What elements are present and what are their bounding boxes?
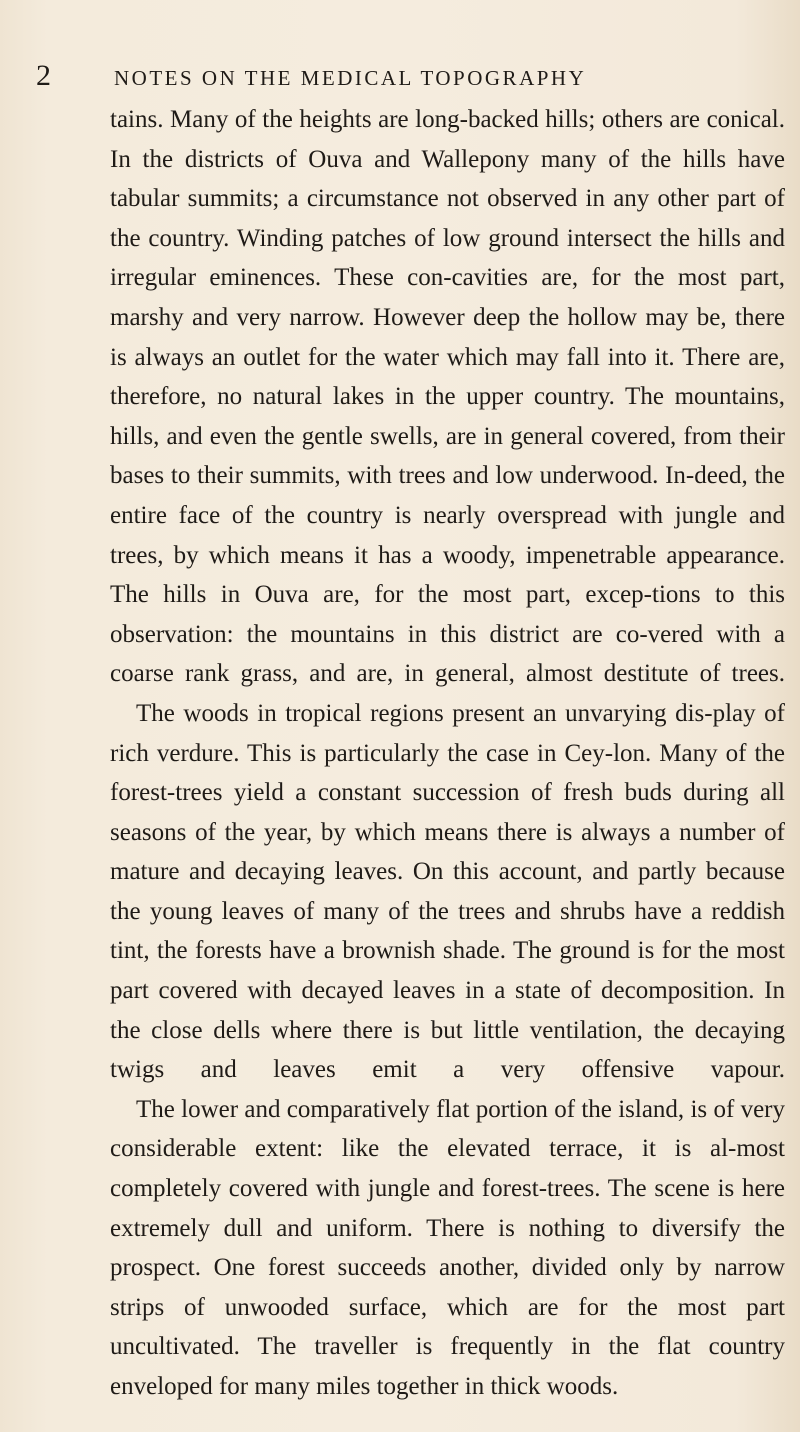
paragraph-2: The woods in tropical regions present an unvarying dis-play of rich verdure. This is particularly the case in Cey-lon. Many of the forest-trees yield a constant succession of fresh buds during all seasons of the year, by which means there is always a number of mature and decaying leaves. On this account, and partly because the young leaves of many of the trees and shrubs have a reddish tint, the forests have a brownish shade. The ground is for the most part covered with decayed leaves in a state of decomposition. In the close dells where there is but little ventilation, the decaying twigs and leaves emit a very offensive vapour. [110,699,785,1084]
page-number: 2 [36,59,51,92]
running-head: NOTES ON THE MEDICAL TOPOGRAPHY [114,66,587,90]
page-header [0,58,800,98]
paragraph-1: tains. Many of the heights are long-backed hills; others are conical. In the districts of Ouva and Wallepony many of the hills have tabular summits; a circumstance not observed in any other part of the country. Winding patches of low ground intersect the hills and irregular eminences. These con-cavities are, for the most part, marshy and very narrow. However deep the hollow may be, there is always an outlet for the water which may fall into it. There are, therefore, no natural lakes in the upper country. The mountains, hills, and even the gentle swells, are in general covered, from their bases to their summits, with trees and low underwood. In-deed, the entire face of the country is nearly overspread with jungle and trees, by which means it has a woody, impenetrable appearance. The hills in Ouva are, for the most part, excep-tions to this observation: the mountains in this district are co-vered with a coarse rank grass, and are, in general, almost destitute of trees. [110,106,785,688]
body-text [110,100,785,1407]
paragraph-3: The lower and comparatively flat portion of the island, is of very considerable extent: like the elevated terrace, it is al-most completely covered with jungle and forest-trees. The scene is here extremely dull and uniform. There is nothing to diversify the prospect. One forest succeeds another, divided only by narrow strips of unwooded surface, which are for the most part uncultivated. The traveller is frequently in the flat country enveloped for many miles together in thick woods. [110,1095,785,1400]
